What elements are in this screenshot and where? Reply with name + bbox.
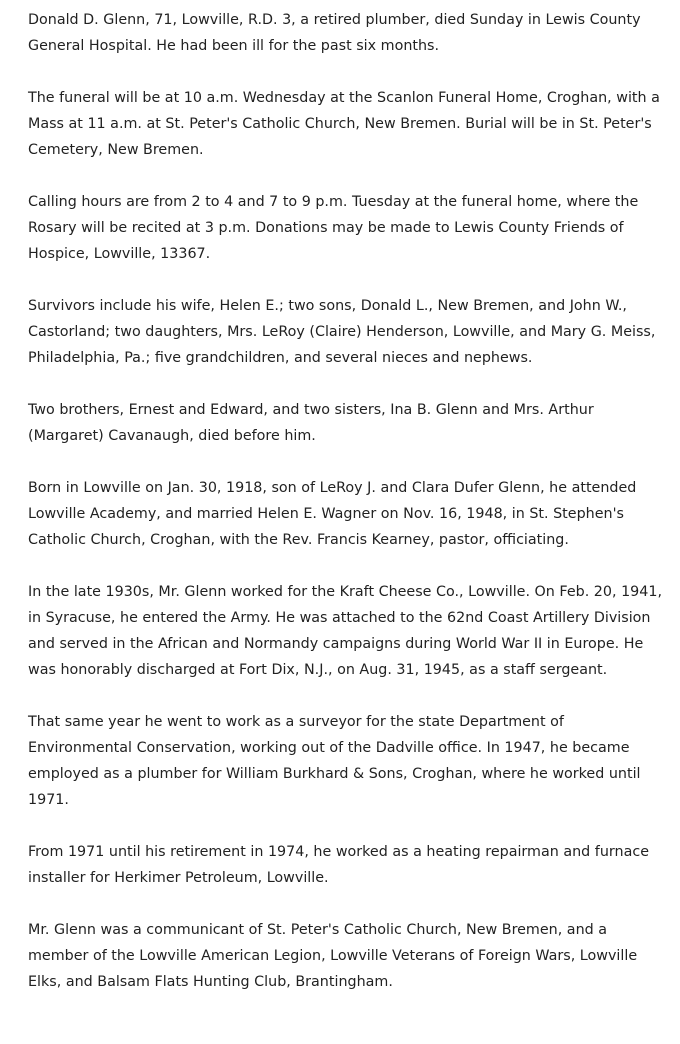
paragraph-surveyor-plumber: That same year he went to work as a surveyor for the state Department of Environmental Conservation, working out of the Dadville office. In 1947, he became employed as a plumber for William Burkhard & Sons, Croghan, where he worked until 1971. [28, 714, 641, 808]
paragraph-military-service: In the late 1930s, Mr. Glenn worked for the Kraft Cheese Co., Lowville. On Feb. 20, 1941, in Syracuse, he entered the Army. He was attached to the 62nd Coast Artillery Division and served in the African and Normandy campaigns during World War II in Europe. He was honorably discharged at Fort Dix, N.J., on Aug. 31, 1945, as a staff sergeant. [28, 584, 663, 678]
paragraph-survivors: Survivors include his wife, Helen E.; two sons, Donald L., New Bremen, and John W., Castorland; two daughters, Mrs. LeRoy (Claire) Henderson, Lowville, and Mary G. Meiss, Philadelphia, Pa.; five grandchildren, and several nieces and nephews. [28, 298, 656, 366]
paragraph-birth-marriage: Born in Lowville on Jan. 30, 1918, son of LeRoy J. and Clara Dufer Glenn, he attended Lowville Academy, and married Helen E. Wagner on Nov. 16, 1948, in St. Stephen's Catholic Church, Croghan, with the Rev. Francis Kearney, pastor, officiating. [28, 480, 637, 548]
paragraph-death-notice: Donald D. Glenn, 71, Lowville, R.D. 3, a retired plumber, died Sunday in Lewis County General Hospital. He had been ill for the past six months. [28, 12, 641, 54]
paragraph-retirement: From 1971 until his retirement in 1974, he worked as a heating repairman and furnace installer for Herkimer Petroleum, Lowville. [28, 844, 649, 886]
paragraph-calling-hours: Calling hours are from 2 to 4 and 7 to 9 p.m. Tuesday at the funeral home, where the Rosary will be recited at 3 p.m. Donations may be made to Lewis County Friends of Hospice, Lowville, 13367. [28, 194, 639, 262]
paragraph-predeceased: Two brothers, Ernest and Edward, and two sisters, Ina B. Glenn and Mrs. Arthur (Margaret) Cavanaugh, died before him. [28, 402, 594, 444]
obituary-article [28, 7, 668, 995]
paragraph-funeral: The funeral will be at 10 a.m. Wednesday at the Scanlon Funeral Home, Croghan, with a Mass at 11 a.m. at St. Peter's Catholic Church, New Bremen. Burial will be in St. Peter's Cemetery, New Bremen. [28, 90, 660, 158]
paragraph-memberships: Mr. Glenn was a communicant of St. Peter's Catholic Church, New Bremen, and a member of the Lowville American Legion, Lowville Veterans of Foreign Wars, Lowville Elks, and Balsam Flats Hunting Club, Brantingham. [28, 922, 638, 990]
